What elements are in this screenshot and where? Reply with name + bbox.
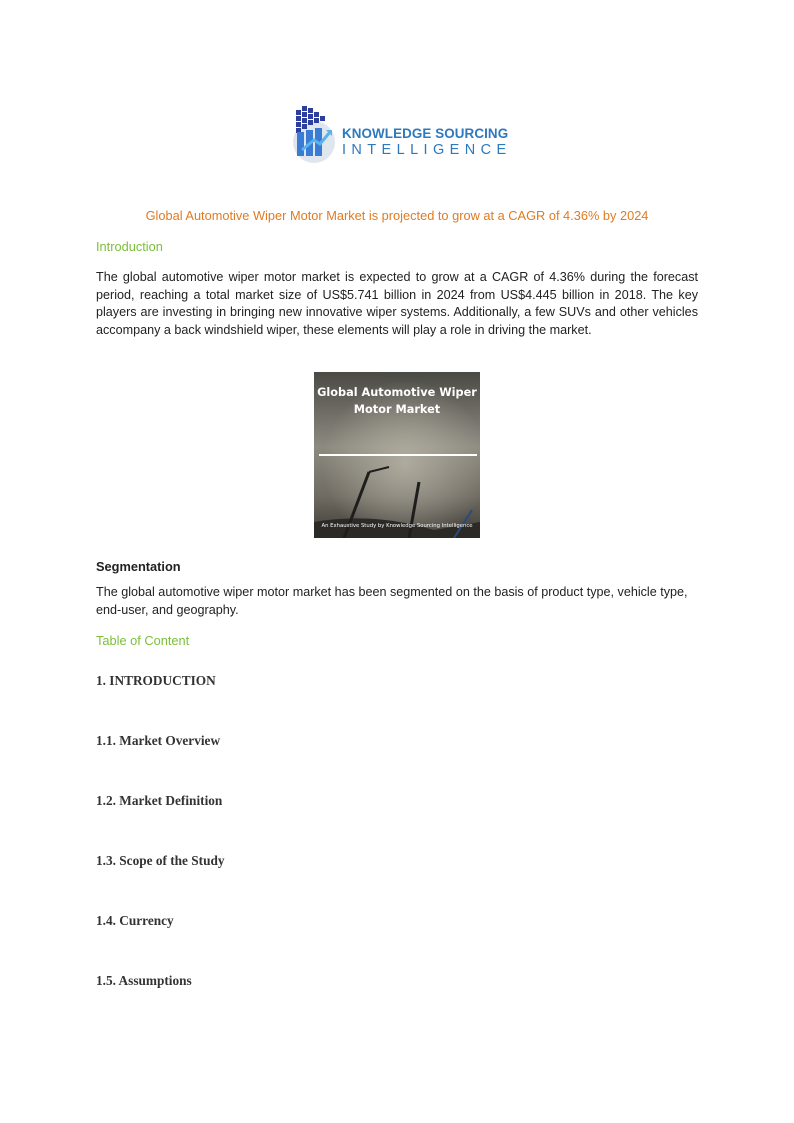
toc-heading: Table of Content: [96, 633, 190, 648]
segmentation-paragraph: The global automotive wiper motor market has been segmented on the basis of product type, vehicle type, end-user, and geography.: [96, 585, 688, 617]
toc-item-currency: 1.4. Currency: [96, 913, 174, 928]
logo-mark-icon: [290, 104, 342, 166]
cover-title: Global Automotive Wiper Motor Market: [317, 386, 477, 416]
company-logo: [290, 104, 510, 166]
toc-item-introduction: 1. INTRODUCTION: [96, 673, 216, 688]
toc-item-assumptions: 1.5. Assumptions: [96, 973, 192, 988]
logo-wordmark-line1: KNOWLEDGE SOURCING: [342, 126, 509, 141]
toc-item-market-overview: 1.1. Market Overview: [96, 733, 221, 748]
logo-wordmark-line2: INTELLIGENCE: [342, 142, 512, 158]
cover-subtitle: An Exhaustive Study by Knowledge Sourcing Intelligence: [321, 523, 473, 529]
toc-item-scope-of-study: 1.3. Scope of the Study: [96, 853, 225, 868]
report-cover-image: [314, 372, 480, 538]
cover-divider: [319, 454, 477, 456]
toc-item-market-definition: 1.2. Market Definition: [96, 793, 223, 808]
introduction-paragraph: The global automotive wiper motor market is expected to grow at a CAGR of 4.36% during the forecast period, reaching a total market size of US$5.741 billion in 2024 from US$4.445 billion in 2018. The key players are investing in bringing new innovative wiper systems. Additionally, a few SUVs and other vehicles accompany a back windshield wiper, these elements will play a role in driving the market.: [96, 270, 698, 337]
report-title: Global Automotive Wiper Motor Market is projected to grow at a CAGR of 4.36% by 2024: [145, 208, 649, 223]
segmentation-heading: Segmentation: [96, 559, 181, 574]
introduction-heading: Introduction: [96, 239, 163, 254]
